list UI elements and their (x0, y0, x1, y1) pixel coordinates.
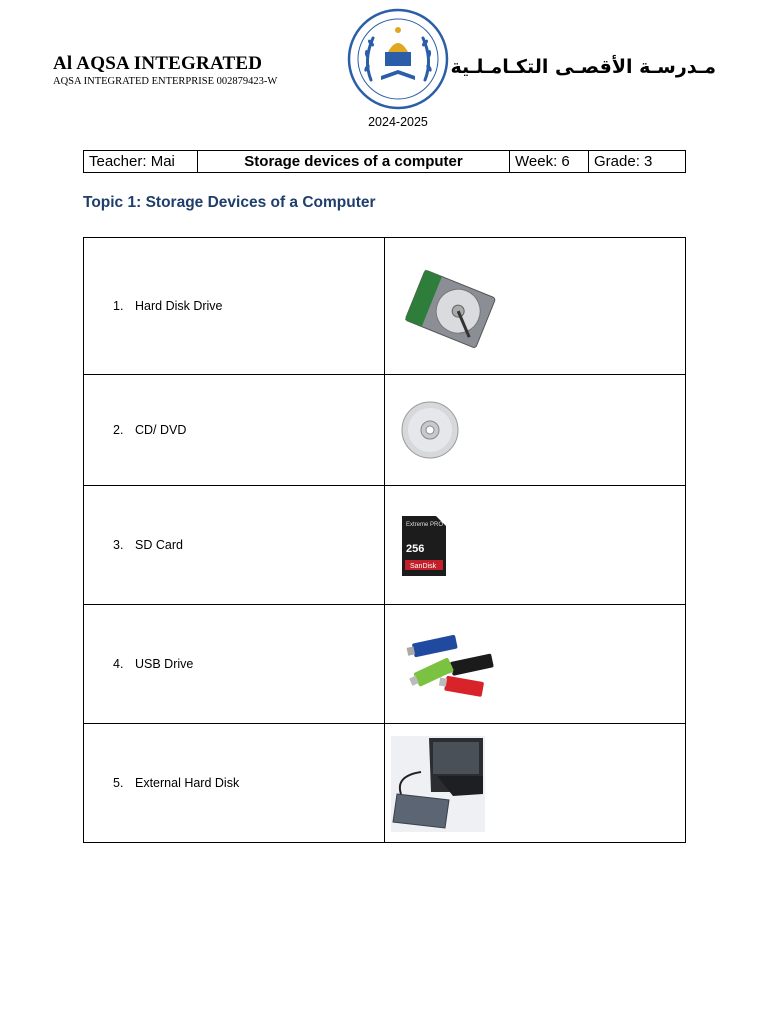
device-label-cell (84, 605, 385, 724)
svg-text:SanDisk: SanDisk (410, 563, 437, 570)
device-label-cell (84, 486, 385, 605)
item-number: 1. (113, 299, 124, 313)
device-name: SD Card (135, 538, 183, 552)
device-name: Hard Disk Drive (135, 299, 223, 313)
svg-text:256: 256 (406, 543, 425, 555)
school-name: Al AQSA INTEGRATED (53, 53, 263, 74)
sd-card-image (400, 514, 448, 578)
topic-heading: Topic 1: Storage Devices of a Computer (83, 194, 376, 211)
table-row (84, 605, 686, 724)
external-hard-disk-image (391, 736, 485, 832)
item-number: 3. (113, 538, 124, 552)
device-image-cell (385, 605, 686, 724)
cd-dvd-image (400, 400, 460, 460)
item-number: 2. (113, 423, 124, 437)
table-row (84, 724, 686, 843)
info-table (83, 150, 686, 173)
device-image-cell (385, 375, 686, 486)
device-image-cell (385, 238, 686, 375)
hard-disk-image (400, 268, 500, 352)
school-crest-logo (347, 8, 449, 110)
device-name: CD/ DVD (135, 423, 187, 437)
device-name: External Hard Disk (135, 776, 240, 790)
teacher-cell: Teacher: Mai (84, 151, 198, 173)
school-registration: AQSA INTEGRATED ENTERPRISE 002879423-W (53, 76, 278, 87)
table-row (84, 375, 686, 486)
table-row (84, 486, 686, 605)
school-header-en (53, 53, 277, 87)
device-image-cell (385, 724, 686, 843)
table-row (84, 238, 686, 375)
academic-year: 2024-2025 (368, 115, 428, 129)
school-name-arabic: مـدرسـة الأقصـى التكـامـلـية (450, 56, 716, 78)
device-label-cell (84, 724, 385, 843)
device-label-cell (84, 375, 385, 486)
week-cell: Week: 6 (510, 151, 589, 173)
device-name: USB Drive (135, 657, 194, 671)
lesson-title: Storage devices of a computer (198, 151, 510, 173)
item-number: 5. (113, 776, 124, 790)
usb-drive-image (405, 635, 497, 701)
device-label-cell (84, 238, 385, 375)
svg-text:Extreme PRO: Extreme PRO (406, 522, 444, 528)
devices-table (83, 237, 686, 843)
item-number: 4. (113, 657, 124, 671)
device-image-cell (385, 486, 686, 605)
grade-cell: Grade: 3 (589, 151, 686, 173)
